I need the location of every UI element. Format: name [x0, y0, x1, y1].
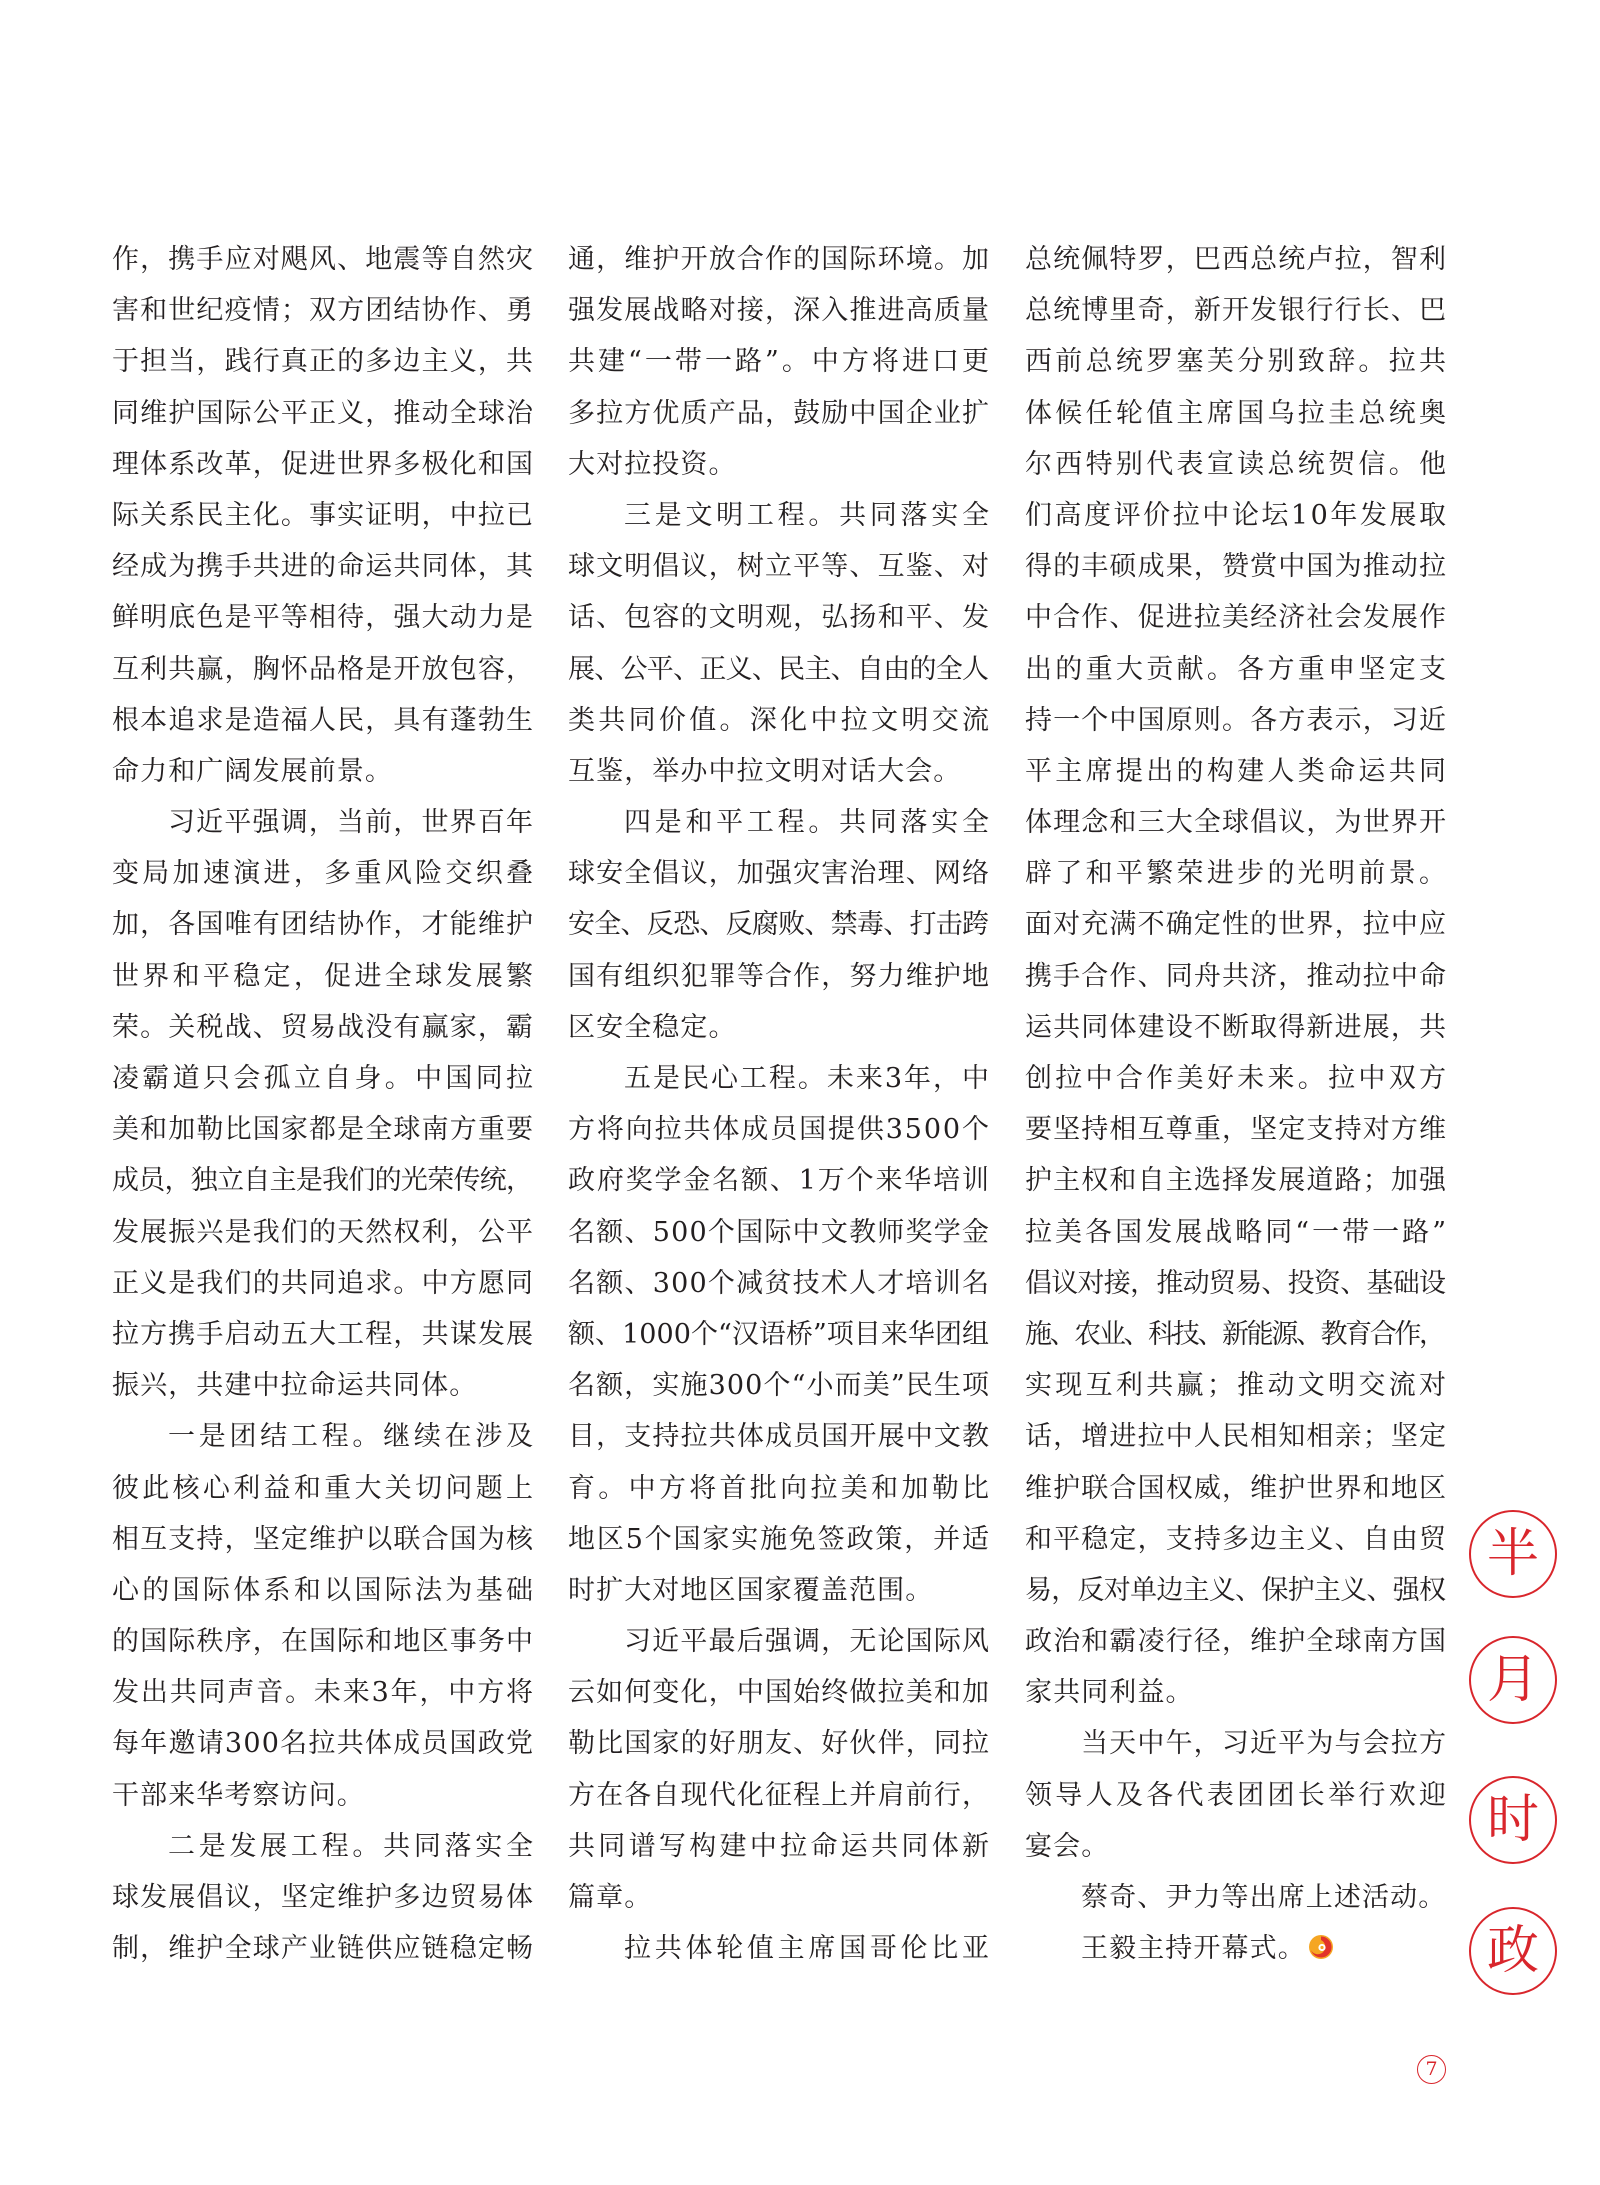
text-line	[112, 285, 533, 336]
text-line-content: 创拉中合作美好未来。拉中双方	[1025, 1063, 1450, 1094]
text-line-content: 互利共赢，胸怀品格是开放包容，	[112, 653, 535, 685]
text-line-content: 篇章。	[568, 1882, 653, 1913]
text-line	[1025, 285, 1446, 336]
text-line-content: 共同谱写构建中拉命运共同体新	[568, 1830, 993, 1862]
text-line	[568, 388, 989, 439]
text-line-content: 制，维护全球产业链供应链稳定畅	[112, 1933, 535, 1965]
text-line-content: 根本追求是造福人民，具有蓬勃生	[112, 704, 535, 736]
text-line-content: 政府奖学金名额、1万个来华培训	[568, 1165, 991, 1197]
text-line-content: 展、公平、正义、民主、自由的全人	[568, 653, 989, 685]
text-line-content: 中合作、促进拉美经济社会发展作	[1025, 602, 1448, 634]
text-line	[568, 899, 989, 950]
text-line-content: 一是团结工程。继续在涉及	[168, 1421, 537, 1453]
text-line	[1025, 1258, 1446, 1309]
text-line	[568, 1207, 989, 1258]
text-line	[1025, 797, 1446, 848]
text-line-content: 通，维护开放合作的国际环境。加	[568, 244, 991, 275]
text-line	[1025, 1155, 1446, 1206]
text-line	[1025, 1514, 1446, 1565]
text-line	[1025, 388, 1450, 439]
text-line	[1025, 899, 1446, 950]
text-line	[1025, 848, 1450, 899]
text-line-content: 尔西特别代表宣读总统贺信。他	[1025, 448, 1450, 480]
text-line	[1025, 234, 1446, 285]
text-line	[112, 695, 533, 746]
text-line-content: 大对拉投资。	[568, 448, 737, 480]
text-line-content: 方在各自现代化征程上并肩前行，	[568, 1779, 991, 1811]
article-column-3	[1025, 234, 1450, 1974]
section-label-char-ban: 半	[1469, 1510, 1557, 1598]
text-line-content: 四是和平工程。共同落实全	[624, 807, 993, 839]
text-line-content: 携手合作、同舟共济，推动拉中命	[1025, 960, 1448, 992]
text-line	[112, 1667, 533, 1718]
text-line-content: 蔡奇、尹力等出席上述活动。	[1081, 1882, 1447, 1913]
text-line	[1025, 1565, 1446, 1616]
text-line-content: 成员，独立自主是我们的光荣传统，	[112, 1165, 533, 1197]
text-line-content: 持一个中国原则。各方表示，习近	[1025, 704, 1448, 736]
text-line-content: 勒比国家的好朋友、好伙伴，同拉	[568, 1728, 991, 1760]
text-line	[568, 1155, 989, 1206]
text-line	[1025, 1463, 1446, 1514]
text-line-content: 家共同利益。	[1025, 1677, 1194, 1709]
text-line	[568, 1360, 989, 1411]
text-line	[112, 592, 533, 643]
text-line	[1025, 1360, 1450, 1411]
text-line	[112, 848, 537, 899]
text-line-content: 美和加勒比国家都是全球南方重要	[112, 1114, 535, 1146]
text-line	[112, 1411, 537, 1462]
text-line	[112, 1514, 533, 1565]
text-line	[568, 1667, 989, 1718]
text-line	[112, 388, 533, 439]
text-line	[1025, 1718, 1446, 1769]
text-line-content: 易，反对单边主义、保护主义、强权	[1025, 1574, 1446, 1606]
text-line	[112, 1155, 533, 1206]
text-line	[568, 1002, 989, 1053]
text-line	[112, 1872, 533, 1923]
text-line-content: 额、1000个“汉语桥”项目来华团组	[568, 1318, 990, 1350]
text-line-content: 国有组织犯罪等合作，努力维护地	[568, 960, 991, 992]
text-line-content: 总统佩特罗，巴西总统卢拉，智利	[1025, 244, 1448, 275]
text-line	[568, 1718, 989, 1769]
text-line-content: 鲜明底色是平等相待，强大动力是	[112, 602, 535, 634]
text-line-content: 球安全倡议，加强灾害治理、网络	[568, 858, 991, 890]
text-line-content: 王毅主持开幕式。	[1081, 1933, 1306, 1965]
text-line	[112, 336, 533, 387]
text-line	[568, 592, 989, 643]
text-line-content: 西前总统罗塞芙分别致辞。拉共	[1025, 346, 1450, 378]
text-line-content: 总统博里奇，新开发银行行长、巴	[1025, 295, 1448, 327]
text-line-content: 方将向拉共体成员国提供3500个	[568, 1114, 991, 1146]
text-line-content: 发展振兴是我们的天然权利，公平	[112, 1216, 535, 1248]
text-line-content: 命力和广阔发展前景。	[112, 755, 393, 787]
text-line-content: 共建“一带一路”。中方将进口更	[568, 346, 993, 378]
text-line-content: 彼此核心利益和重大关切问题上	[112, 1472, 537, 1504]
text-line	[112, 951, 537, 1002]
text-line-content: 际关系民主化。事实证明，中拉已	[112, 499, 535, 531]
text-line	[1025, 695, 1446, 746]
text-line	[568, 1872, 989, 1923]
section-label-char-zheng: 政	[1469, 1907, 1557, 1995]
text-line-content: 名额，实施300个“小而美”民生项	[568, 1370, 991, 1402]
text-line-content: 相互支持，坚定维护以联合国为核	[112, 1523, 535, 1555]
text-line	[1025, 592, 1446, 643]
text-line-content: 云如何变化，中国始终做拉美和加	[568, 1677, 991, 1709]
text-line	[568, 1514, 989, 1565]
text-line-content: 育。中方将首批向拉美和加勒比	[568, 1472, 993, 1504]
text-line-content: 宴会。	[1025, 1830, 1110, 1862]
text-line-content: 世界和平稳定，促进全球发展繁	[112, 960, 537, 992]
text-line	[112, 1053, 537, 1104]
text-line	[568, 439, 989, 490]
article-column-2	[568, 234, 993, 1974]
text-line	[1025, 1616, 1446, 1667]
text-line	[112, 1718, 533, 1769]
text-line	[1025, 1411, 1446, 1462]
text-line-content: 作，携手应对飓风、地震等自然灾	[112, 244, 535, 275]
text-line-content: 安全、反恐、反腐败、禁毒、打击跨	[568, 909, 989, 941]
text-line	[568, 1053, 989, 1104]
text-line-content: 变局加速演进，多重风险交织叠	[112, 858, 537, 890]
text-line-content: 名额、500个国际中文教师奖学金	[568, 1216, 991, 1248]
text-line	[112, 1565, 537, 1616]
text-line-content: 施、农业、科技、新能源、教育合作，	[1025, 1318, 1444, 1350]
text-line	[568, 1411, 989, 1462]
text-line	[1025, 1872, 1446, 1923]
text-line-content: 当天中午，习近平为与会拉方	[1081, 1728, 1448, 1760]
text-line	[112, 797, 533, 848]
text-line-content: 话、包容的文明观，弘扬和平、发	[568, 602, 991, 634]
text-line	[112, 1923, 533, 1974]
text-line	[1025, 1821, 1446, 1872]
text-line-content: 实现互利共赢；推动文明交流对	[1025, 1370, 1450, 1402]
magazine-logo-icon	[1308, 1934, 1334, 1960]
text-line	[568, 1104, 989, 1155]
text-line	[1025, 490, 1449, 541]
text-line	[1025, 439, 1450, 490]
text-line-content: 理体系改革，促进世界多极化和国	[112, 448, 535, 480]
text-line	[112, 1770, 533, 1821]
section-label-char-yue: 月	[1469, 1636, 1557, 1724]
text-line	[568, 1770, 989, 1821]
text-line	[568, 1923, 993, 1974]
text-line-content: 类共同价值。深化中拉文明交流	[568, 704, 993, 736]
text-line	[112, 490, 533, 541]
text-line-content: 二是发展工程。共同落实全	[168, 1830, 537, 1862]
text-line-content: 得的丰硕成果，赞赏中国为推动拉	[1025, 551, 1448, 583]
text-line	[1025, 1309, 1446, 1360]
text-line	[112, 1002, 533, 1053]
text-line	[568, 1565, 989, 1616]
text-line	[568, 644, 989, 695]
text-line	[568, 746, 989, 797]
text-line-content: 们高度评价拉中论坛10年发展取	[1025, 499, 1449, 531]
text-line	[568, 1463, 993, 1514]
text-line	[1025, 1923, 1446, 1974]
text-line-content: 的国际秩序，在国际和地区事务中	[112, 1626, 535, 1658]
text-line	[1025, 644, 1450, 695]
text-line-content: 话，增进拉中人民相知相亲；坚定	[1025, 1421, 1448, 1453]
text-line	[112, 746, 533, 797]
text-line	[1025, 1104, 1446, 1155]
text-line	[568, 285, 989, 336]
text-line-content: 加，各国唯有团结协作，才能维护	[112, 909, 535, 941]
text-line-content: 五是民心工程。未来3年，中	[624, 1063, 991, 1094]
text-line-content: 和平稳定，支持多边主义、自由贸	[1025, 1523, 1448, 1555]
article-column-1	[112, 234, 537, 1974]
text-line-content: 互鉴，举办中拉文明对话大会。	[568, 755, 962, 787]
text-line-content: 于担当，践行真正的多边主义，共	[112, 346, 535, 378]
text-line	[112, 1821, 537, 1872]
text-line	[1025, 951, 1446, 1002]
text-line-content: 要坚持相互尊重，坚定支持对方维	[1025, 1114, 1448, 1146]
section-label-char-shi: 时	[1469, 1776, 1557, 1864]
text-line	[568, 1821, 993, 1872]
text-line-content: 目，支持拉共体成员国开展中文教	[568, 1421, 991, 1453]
text-line-content: 习近平强调，当前，世界百年	[168, 807, 535, 839]
text-line	[112, 899, 533, 950]
text-line-content: 面对充满不确定性的世界，拉中应	[1025, 909, 1448, 941]
text-line-content: 干部来华考察访问。	[112, 1779, 365, 1811]
text-line	[112, 644, 533, 695]
text-line-content: 体候任轮值主席国乌拉圭总统奥	[1025, 397, 1450, 429]
text-line	[568, 848, 989, 899]
text-line-content: 运共同体建设不断取得新进展，共	[1025, 1011, 1448, 1043]
text-line-content: 球发展倡议，坚定维护多边贸易体	[112, 1882, 535, 1913]
text-line-content: 荣。关税战、贸易战没有赢家，霸	[112, 1011, 535, 1043]
text-line	[112, 1104, 533, 1155]
text-line	[1025, 1207, 1450, 1258]
text-line	[112, 1360, 533, 1411]
text-line	[112, 1616, 533, 1667]
text-line-content: 发出共同声音。未来3年，中方将	[112, 1677, 535, 1709]
text-line	[568, 797, 993, 848]
text-line-content: 凌霸道只会孤立自身。中国同拉	[112, 1063, 537, 1094]
text-line-content: 平主席提出的构建人类命运共同	[1025, 755, 1450, 787]
page-number: 7	[1417, 2055, 1446, 2084]
text-line	[1025, 1053, 1450, 1104]
text-line	[1025, 746, 1450, 797]
text-line-content: 拉共体轮值主席国哥伦比亚	[624, 1933, 993, 1965]
text-line	[112, 1207, 533, 1258]
text-line	[1025, 1667, 1446, 1718]
text-line	[112, 439, 533, 490]
text-line-content: 心的国际体系和以国际法为基础	[112, 1574, 537, 1606]
text-line-content: 维护联合国权威，维护世界和地区	[1025, 1472, 1448, 1504]
text-line-content: 倡议对接，推动贸易、投资、基础设	[1025, 1267, 1446, 1299]
text-line-content: 害和世纪疫情；双方团结协作、勇	[112, 295, 535, 327]
text-line-content: 名额、300个减贫技术人才培训名	[568, 1267, 991, 1299]
text-line-content: 每年邀请300名拉共体成员国政党	[112, 1728, 535, 1760]
text-line-content: 多拉方优质产品，鼓励中国企业扩	[568, 397, 991, 429]
text-line-content: 三是文明工程。共同落实全	[624, 499, 993, 531]
text-line	[568, 695, 993, 746]
text-line	[112, 234, 533, 285]
text-line-content: 习近平最后强调，无论国际风	[624, 1626, 991, 1658]
text-line	[112, 1258, 533, 1309]
text-line	[568, 234, 989, 285]
text-line-content: 地区5个国家实施免签政策，并适	[568, 1523, 991, 1555]
text-line-content: 拉美各国发展战略同“一带一路”	[1025, 1216, 1450, 1248]
text-line	[568, 541, 989, 592]
text-line-content: 振兴，共建中拉命运共同体。	[112, 1370, 478, 1402]
text-line-content: 政治和霸凌行径，维护全球南方国	[1025, 1626, 1448, 1658]
text-line	[1025, 1770, 1450, 1821]
text-line	[568, 336, 993, 387]
text-line-content: 拉方携手启动五大工程，共谋发展	[112, 1318, 535, 1350]
text-line-content: 体理念和三大全球倡议，为世界开	[1025, 807, 1448, 839]
text-line	[1025, 336, 1450, 387]
text-line	[568, 1258, 989, 1309]
text-line-content: 领导人及各代表团团长举行欢迎	[1025, 1779, 1450, 1811]
text-line	[568, 1616, 989, 1667]
text-line-content: 辟了和平繁荣进步的光明前景。	[1025, 858, 1450, 890]
text-line-content: 经成为携手共进的命运共同体，其	[112, 551, 535, 583]
text-line-content: 护主权和自主选择发展道路；加强	[1025, 1165, 1448, 1197]
text-line	[568, 490, 993, 541]
text-line	[1025, 1002, 1446, 1053]
text-line-content: 球文明倡议，树立平等、互鉴、对	[568, 551, 991, 583]
text-line-content: 区安全稳定。	[568, 1011, 737, 1043]
text-line	[112, 1309, 533, 1360]
text-line-content: 时扩大对地区国家覆盖范围。	[568, 1574, 934, 1606]
text-line-content: 出的重大贡献。各方重申坚定支	[1025, 653, 1450, 685]
text-line-content: 正义是我们的共同追求。中方愿同	[112, 1267, 535, 1299]
text-line	[1025, 541, 1446, 592]
text-line-content: 强发展战略对接，深入推进高质量	[568, 295, 991, 327]
text-line	[112, 541, 533, 592]
text-line	[568, 1309, 989, 1360]
text-line	[112, 1463, 537, 1514]
text-line-content: 同维护国际公平正义，推动全球治	[112, 397, 535, 429]
text-line	[568, 951, 989, 1002]
